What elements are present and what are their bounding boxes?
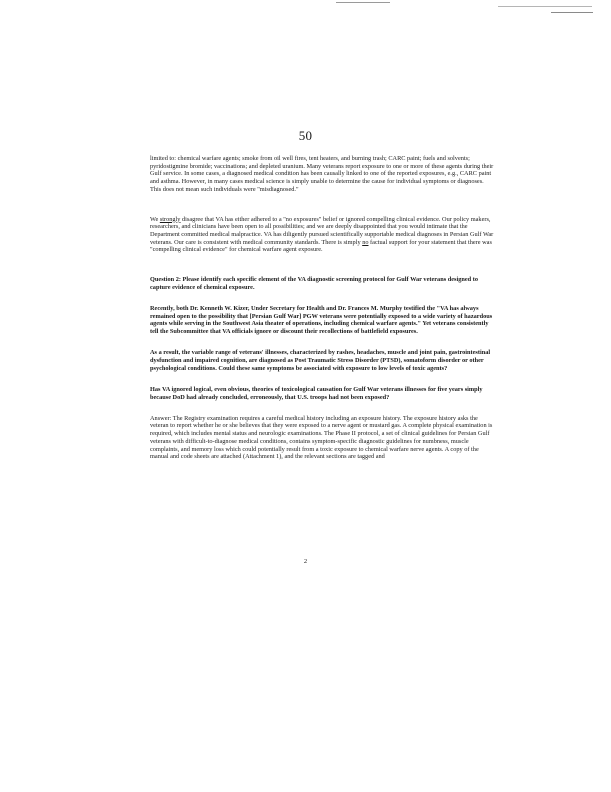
- scan-artifact-line: [336, 2, 390, 3]
- footer-page-number: 2: [303, 558, 308, 565]
- paragraph-text: We: [150, 215, 160, 223]
- question-context-causation: Has VA ignored logical, even obvious, theories of toxicological causation for Gulf War veterans illnesses for five years simply because DoD had already concluded, erroneously, that U.S. troops had not been exposed?: [150, 385, 483, 401]
- paragraph-text: disagree that VA has either adhered to a "no exposures" belief or ignored compelling clinical evidence. Our policy makers, researchers, and clinicians have been open to all possibilities; and we are deeply disappointed that you would intimate that the Department committed medical malpractice. VA has diligently pursued scientifically supportable medical diagnoses in Persian Gulf War veterans. Our care is consistent with medical community standards. There is simply: [150, 215, 494, 246]
- scan-artifact-line: [498, 6, 592, 7]
- answer-paragraph: Answer: The Registry examination requires a careful medical history including an exposure history. The exposure history asks the veteran to report whether he or she believes that they were exposed to a nerve agent or mustard gas. A complete physical examination is required, which includes mental status and neurologic examinations. The Phase II protocol, a set of clinical guidelines for Persian Gulf veterans with difficult-to-diagnose medical conditions, contains symptom-specific diagnostic guidelines for numbness, muscle complaints, and memory loss which could potentially result from a toxic exposure to chemical warfare nerve agents. A copy of the manual and code sheets are attached (Attachment 1), and the relevant sections are tagged and: [150, 414, 493, 461]
- paragraph-text: factual support for your statement that there was "compelling clinical evidence" for chemical warfare agent exposure.: [150, 238, 492, 254]
- paragraph-exposure-list: limited to: chemical warfare agents; smoke from oil well fires, tent heaters, and burning trash; CARC paint; fuels and solvents; pyridostigmine bromide; vaccinations; and depleted uranium. Many veterans report exposure to one or more of these agents during their Gulf service. In some cases, a diagnosed medical condition has been causally linked to one of the reported exposures, e.g., CARC paint and asthma. However, in many cases medical science is simply unable to determine the cause for individual symptoms or diagnoses. This does not mean such individuals were "misdiagnosed.": [150, 155, 494, 193]
- page-number: 50: [298, 128, 313, 143]
- underlined-word: no: [362, 238, 369, 246]
- question-context-testimony: Recently, both Dr. Kenneth W. Kizer, Under Secretary for Health and Dr. Frances M. Murphy testified the "VA has always remained open to the possibility that [Persian Gulf War] PGW veterans were potentially exposed to a wide variety of hazardous agents while serving in the Southwest Asia theater of operations, including chemical warfare agents." Yet veterans consistently tell the Subcommittee that VA officials ignore or discount their recollections of battlefield exposures.: [150, 304, 493, 336]
- scan-artifact-line: [551, 12, 593, 13]
- document-body: [150, 155, 496, 474]
- paragraph-va-disagreement: [150, 216, 496, 255]
- question-heading: Question 2: Please identify each specific element of the VA diagnostic screening protocol for Gulf War veterans designed to capture evidence of chemical exposure.: [150, 276, 478, 291]
- question-context-symptoms: As a result, the variable range of veterans' illnesses, characterized by rashes, headaches, muscle and joint pain, gastrointestinal dysfunction and impaired cognition, are diagnosed as Post Traumatic Stress Disorder (PTSD), somatoform disorder or other psychological conditions. Could these same symptoms be associated with exposure to low levels of toxic agents?: [150, 349, 491, 372]
- underlined-word: strongly: [159, 215, 181, 223]
